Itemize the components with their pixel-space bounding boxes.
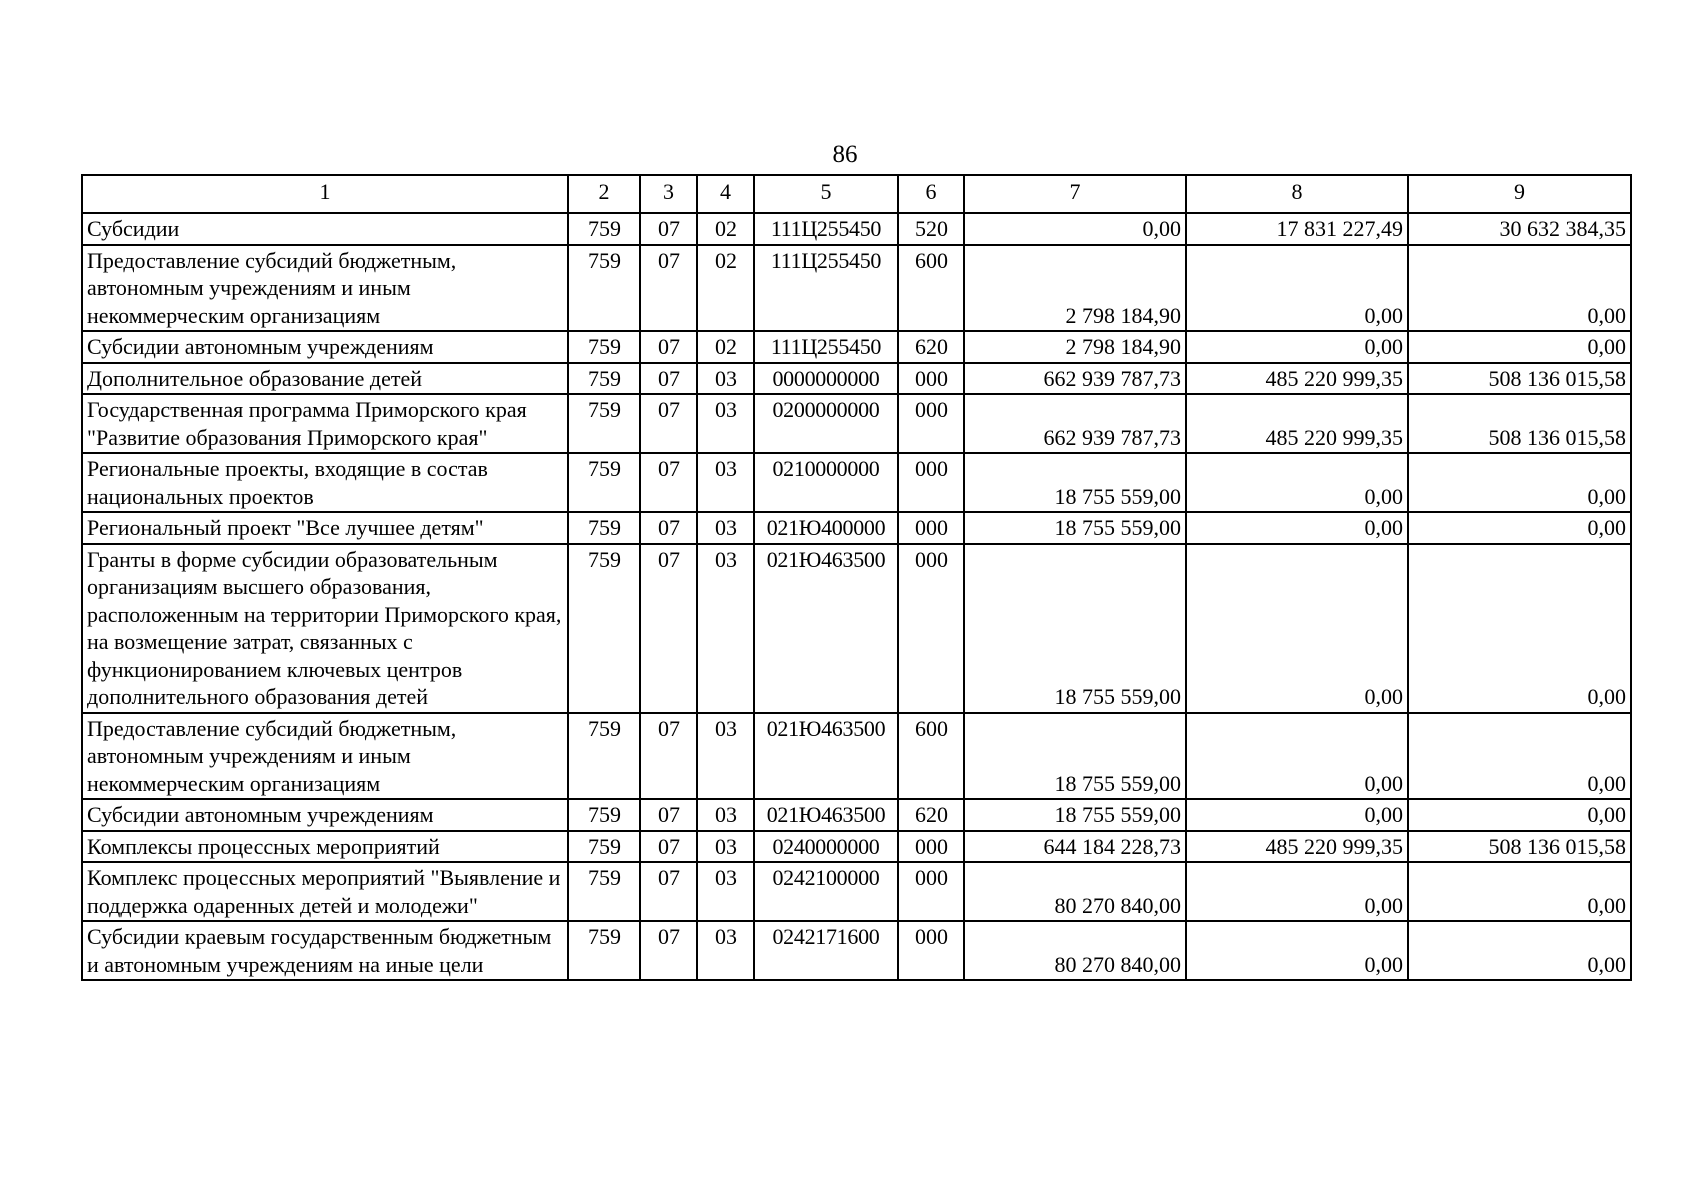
table-row — [82, 544, 1631, 713]
cell-target-article: 111Ц255450 — [754, 213, 898, 245]
cell-name: Гранты в форме субсидии образовательным организациям высшего образования, расположенным на территории Приморского края, на возмещение затрат, связанных с функционированием ключевых центров дополнительного образования детей — [82, 544, 568, 713]
cell-section: 07 — [640, 799, 697, 831]
cell-amount-year2: 0,00 — [1186, 544, 1408, 713]
cell-amount-year2: 485 220 999,35 — [1186, 831, 1408, 863]
header-cell: 4 — [697, 175, 754, 213]
table-body — [82, 175, 1631, 980]
cell-target-article: 0242100000 — [754, 862, 898, 921]
cell-target-article: 021Ю463500 — [754, 713, 898, 800]
table-row — [82, 799, 1631, 831]
cell-subsection: 03 — [697, 453, 754, 512]
cell-amount-year3: 0,00 — [1408, 921, 1631, 980]
header-cell: 1 — [82, 175, 568, 213]
cell-target-article: 0210000000 — [754, 453, 898, 512]
cell-amount-year1: 18 755 559,00 — [964, 799, 1186, 831]
cell-amount-year1: 0,00 — [964, 213, 1186, 245]
cell-name: Государственная программа Приморского края "Развитие образования Приморского края" — [82, 394, 568, 453]
cell-amount-year2: 485 220 999,35 — [1186, 363, 1408, 395]
cell-section: 07 — [640, 245, 697, 332]
cell-amount-year1: 2 798 184,90 — [964, 331, 1186, 363]
table-row — [82, 862, 1631, 921]
header-cell: 3 — [640, 175, 697, 213]
cell-amount-year1: 18 755 559,00 — [964, 544, 1186, 713]
cell-subsection: 03 — [697, 799, 754, 831]
table-row — [82, 453, 1631, 512]
cell-amount-year3: 508 136 015,58 — [1408, 831, 1631, 863]
cell-amount-year1: 662 939 787,73 — [964, 363, 1186, 395]
cell-expense-type: 600 — [898, 713, 964, 800]
table-row — [82, 331, 1631, 363]
cell-amount-year1: 80 270 840,00 — [964, 921, 1186, 980]
cell-target-article: 021Ю463500 — [754, 544, 898, 713]
cell-name: Субсидии краевым государственным бюджетным и автономным учреждениям на иные цели — [82, 921, 568, 980]
cell-amount-year3: 30 632 384,35 — [1408, 213, 1631, 245]
cell-ministry: 759 — [568, 394, 640, 453]
cell-amount-year2: 0,00 — [1186, 453, 1408, 512]
cell-section: 07 — [640, 394, 697, 453]
table-row — [82, 921, 1631, 980]
cell-amount-year1: 2 798 184,90 — [964, 245, 1186, 332]
cell-amount-year2: 0,00 — [1186, 512, 1408, 544]
cell-amount-year3: 508 136 015,58 — [1408, 394, 1631, 453]
header-cell: 5 — [754, 175, 898, 213]
cell-ministry: 759 — [568, 831, 640, 863]
table-row — [82, 245, 1631, 332]
cell-target-article: 111Ц255450 — [754, 245, 898, 332]
page-number-text: 86 — [832, 141, 858, 168]
cell-amount-year1: 18 755 559,00 — [964, 453, 1186, 512]
cell-subsection: 02 — [697, 213, 754, 245]
cell-amount-year2: 0,00 — [1186, 713, 1408, 800]
cell-amount-year2: 0,00 — [1186, 331, 1408, 363]
table-row — [82, 394, 1631, 453]
cell-amount-year3: 0,00 — [1408, 544, 1631, 713]
table-row — [82, 831, 1631, 863]
cell-amount-year3: 0,00 — [1408, 331, 1631, 363]
cell-expense-type: 000 — [898, 512, 964, 544]
cell-name: Предоставление субсидий бюджетным, автономным учреждениям и иным некоммерческим организациям — [82, 245, 568, 332]
cell-target-article: 021Ю400000 — [754, 512, 898, 544]
cell-amount-year1: 18 755 559,00 — [964, 713, 1186, 800]
cell-expense-type: 000 — [898, 544, 964, 713]
cell-amount-year3: 0,00 — [1408, 713, 1631, 800]
cell-section: 07 — [640, 831, 697, 863]
cell-amount-year1: 80 270 840,00 — [964, 862, 1186, 921]
cell-section: 07 — [640, 331, 697, 363]
header-cell: 2 — [568, 175, 640, 213]
cell-expense-type: 600 — [898, 245, 964, 332]
cell-subsection: 03 — [697, 862, 754, 921]
cell-name: Комплексы процессных мероприятий — [82, 831, 568, 863]
cell-ministry: 759 — [568, 862, 640, 921]
header-cell: 7 — [964, 175, 1186, 213]
cell-section: 07 — [640, 213, 697, 245]
cell-expense-type: 000 — [898, 453, 964, 512]
cell-amount-year2: 0,00 — [1186, 245, 1408, 332]
cell-amount-year3: 0,00 — [1408, 862, 1631, 921]
cell-target-article: 0000000000 — [754, 363, 898, 395]
cell-name: Субсидии автономным учреждениям — [82, 331, 568, 363]
budget-table — [81, 174, 1632, 981]
cell-name: Субсидии автономным учреждениям — [82, 799, 568, 831]
header-row — [82, 175, 1631, 213]
cell-amount-year1: 662 939 787,73 — [964, 394, 1186, 453]
cell-target-article: 0242171600 — [754, 921, 898, 980]
cell-amount-year2: 485 220 999,35 — [1186, 394, 1408, 453]
cell-amount-year2: 0,00 — [1186, 921, 1408, 980]
cell-section: 07 — [640, 862, 697, 921]
cell-name: Региональные проекты, входящие в состав национальных проектов — [82, 453, 568, 512]
cell-expense-type: 000 — [898, 862, 964, 921]
page-number — [0, 140, 1692, 170]
cell-ministry: 759 — [568, 363, 640, 395]
cell-name: Предоставление субсидий бюджетным, автономным учреждениям и иным некоммерческим организациям — [82, 713, 568, 800]
cell-ministry: 759 — [568, 921, 640, 980]
cell-name: Дополнительное образование детей — [82, 363, 568, 395]
header-cell: 6 — [898, 175, 964, 213]
header-cell: 8 — [1186, 175, 1408, 213]
cell-target-article: 111Ц255450 — [754, 331, 898, 363]
cell-subsection: 03 — [697, 394, 754, 453]
cell-section: 07 — [640, 363, 697, 395]
cell-amount-year1: 18 755 559,00 — [964, 512, 1186, 544]
cell-section: 07 — [640, 453, 697, 512]
cell-ministry: 759 — [568, 799, 640, 831]
header-cell: 9 — [1408, 175, 1631, 213]
cell-amount-year2: 0,00 — [1186, 799, 1408, 831]
cell-section: 07 — [640, 921, 697, 980]
cell-name: Субсидии — [82, 213, 568, 245]
cell-amount-year2: 17 831 227,49 — [1186, 213, 1408, 245]
cell-amount-year3: 0,00 — [1408, 799, 1631, 831]
cell-amount-year3: 0,00 — [1408, 245, 1631, 332]
table-row — [82, 363, 1631, 395]
cell-subsection: 03 — [697, 921, 754, 980]
cell-target-article: 021Ю463500 — [754, 799, 898, 831]
cell-amount-year2: 0,00 — [1186, 862, 1408, 921]
cell-name: Региональный проект "Все лучшее детям" — [82, 512, 568, 544]
cell-section: 07 — [640, 544, 697, 713]
cell-expense-type: 520 — [898, 213, 964, 245]
cell-ministry: 759 — [568, 453, 640, 512]
cell-ministry: 759 — [568, 512, 640, 544]
cell-expense-type: 620 — [898, 331, 964, 363]
cell-amount-year1: 644 184 228,73 — [964, 831, 1186, 863]
cell-subsection: 03 — [697, 831, 754, 863]
cell-section: 07 — [640, 713, 697, 800]
cell-ministry: 759 — [568, 713, 640, 800]
cell-subsection: 03 — [697, 713, 754, 800]
cell-amount-year3: 508 136 015,58 — [1408, 363, 1631, 395]
table-row — [82, 713, 1631, 800]
cell-subsection: 03 — [697, 512, 754, 544]
cell-expense-type: 000 — [898, 363, 964, 395]
table-row — [82, 512, 1631, 544]
cell-subsection: 03 — [697, 544, 754, 713]
cell-expense-type: 000 — [898, 831, 964, 863]
cell-name: Комплекс процессных мероприятий "Выявление и поддержка одаренных детей и молодежи" — [82, 862, 568, 921]
cell-subsection: 03 — [697, 363, 754, 395]
cell-ministry: 759 — [568, 544, 640, 713]
cell-ministry: 759 — [568, 213, 640, 245]
cell-expense-type: 000 — [898, 394, 964, 453]
table-row — [82, 213, 1631, 245]
cell-amount-year3: 0,00 — [1408, 512, 1631, 544]
cell-expense-type: 000 — [898, 921, 964, 980]
cell-ministry: 759 — [568, 245, 640, 332]
cell-target-article: 0240000000 — [754, 831, 898, 863]
cell-amount-year3: 0,00 — [1408, 453, 1631, 512]
cell-section: 07 — [640, 512, 697, 544]
cell-expense-type: 620 — [898, 799, 964, 831]
cell-subsection: 02 — [697, 331, 754, 363]
cell-target-article: 0200000000 — [754, 394, 898, 453]
cell-subsection: 02 — [697, 245, 754, 332]
cell-ministry: 759 — [568, 331, 640, 363]
